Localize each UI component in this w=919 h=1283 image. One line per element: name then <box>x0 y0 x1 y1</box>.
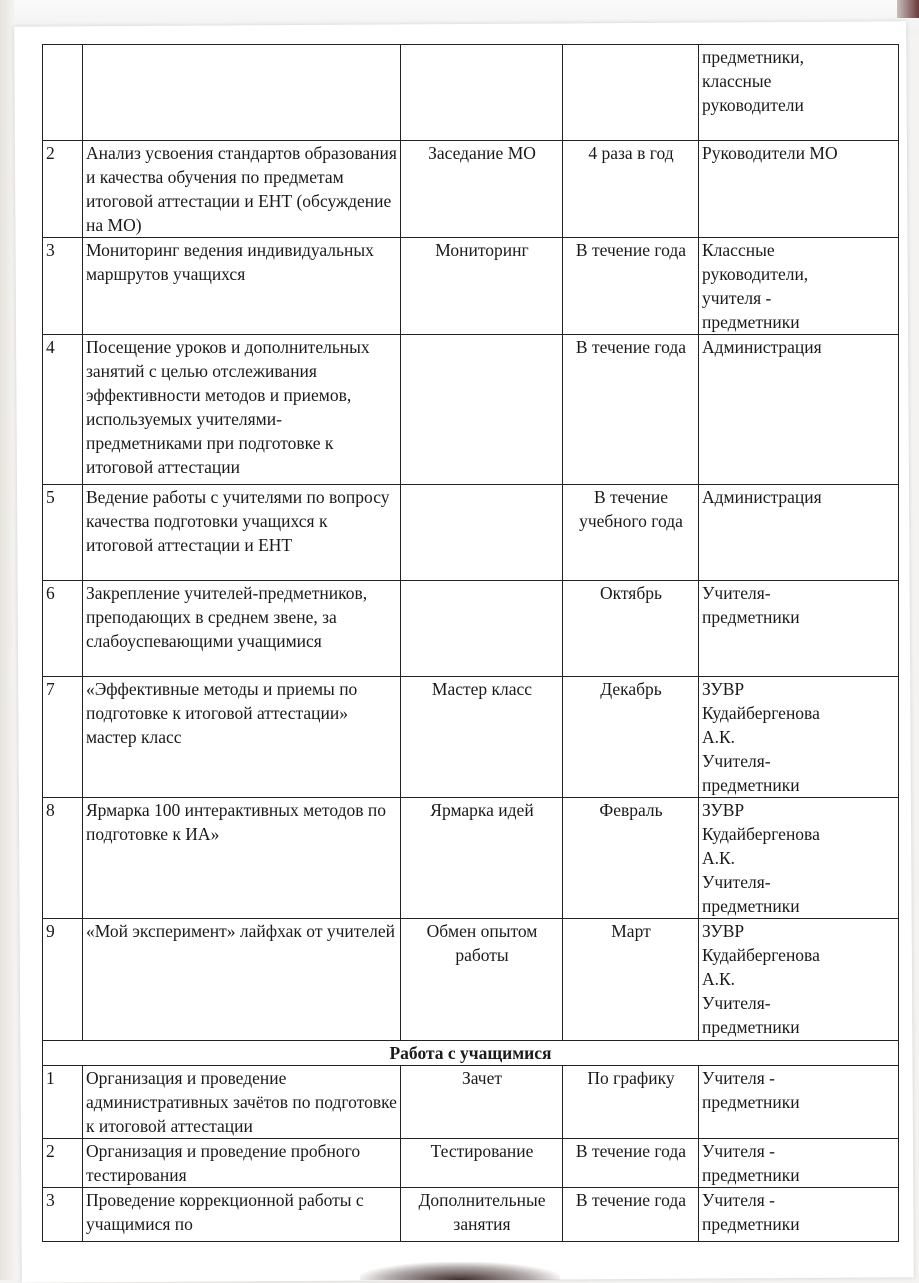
section-title: Работа с учащимися <box>43 1041 899 1066</box>
event-cell: Проведение коррекционной работы с учащимися по <box>83 1188 401 1242</box>
table-row <box>43 1139 899 1188</box>
form-cell: Мастер класс <box>401 677 563 798</box>
form-cell <box>401 581 563 677</box>
plan-table-students-section <box>43 1066 899 1242</box>
event-cell: «Мой эксперимент» лайфхак от учителей <box>83 919 401 1041</box>
responsible-cell: Классные руководители, учителя - предметники <box>699 238 899 335</box>
responsible-cell: ЗУВР Кудайбергенова А.К. Учителя- предметники <box>699 798 899 919</box>
section-header-row <box>43 1041 899 1066</box>
table-row <box>43 1066 899 1139</box>
timing-cell: 4 раза в год <box>563 141 699 238</box>
timing-cell: В течение года <box>563 335 699 485</box>
event-cell: Ярмарка 100 интерактивных методов по подготовке к ИА» <box>83 798 401 919</box>
row-number: 1 <box>43 1066 83 1139</box>
document-page <box>42 44 898 1242</box>
responsible-cell: Учителя- предметники <box>699 581 899 677</box>
responsible-cell: Администрация <box>699 485 899 581</box>
event-cell <box>83 45 401 141</box>
timing-cell: В течение года <box>563 1139 699 1188</box>
row-number: 4 <box>43 335 83 485</box>
form-cell: Тестирование <box>401 1139 563 1188</box>
row-number: 2 <box>43 1139 83 1188</box>
row-number: 3 <box>43 238 83 335</box>
plan-table-teachers-section <box>43 45 899 1041</box>
photo-background-corner <box>897 0 919 18</box>
row-number: 2 <box>43 141 83 238</box>
event-cell: Анализ усвоения стандартов образования и качества обучения по предметам итоговой аттестации и ЕНТ (обсуждение на МО) <box>83 141 401 238</box>
event-cell: Закрепление учителей-предметников, преподающих в среднем звене, за слабоуспевающими учащимися <box>83 581 401 677</box>
event-cell: «Эффективные методы и приемы по подготовке к итоговой аттестации» мастер класс <box>83 677 401 798</box>
row-number: 3 <box>43 1188 83 1242</box>
form-cell <box>401 485 563 581</box>
table-row <box>43 141 899 238</box>
timing-cell: По графику <box>563 1066 699 1139</box>
form-cell: Обмен опытом работы <box>401 919 563 1041</box>
table-row <box>43 335 899 485</box>
responsible-cell: Руководители МО <box>699 141 899 238</box>
row-number: 5 <box>43 485 83 581</box>
form-cell <box>401 335 563 485</box>
row-number <box>43 45 83 141</box>
form-cell: Дополнительные занятия <box>401 1188 563 1242</box>
table-row <box>43 919 899 1041</box>
plan-table <box>42 44 899 1242</box>
row-number: 8 <box>43 798 83 919</box>
table-row <box>43 238 899 335</box>
timing-cell: В течение года <box>563 238 699 335</box>
table-row <box>43 581 899 677</box>
form-cell: Заседание МО <box>401 141 563 238</box>
row-number: 9 <box>43 919 83 1041</box>
table-row <box>43 45 899 141</box>
timing-cell: В течение учебного года <box>563 485 699 581</box>
table-row <box>43 677 899 798</box>
responsible-cell: ЗУВР Кудайбергенова А.К. Учителя- предметники <box>699 677 899 798</box>
event-cell: Организация и проведение пробного тестирования <box>83 1139 401 1188</box>
responsible-cell: ЗУВР Кудайбергенова А.К. Учителя- предметники <box>699 919 899 1041</box>
event-cell: Мониторинг ведения индивидуальных маршрутов учащихся <box>83 238 401 335</box>
timing-cell: Февраль <box>563 798 699 919</box>
responsible-cell: Учителя - предметники <box>699 1139 899 1188</box>
timing-cell: В течение года <box>563 1188 699 1242</box>
form-cell: Ярмарка идей <box>401 798 563 919</box>
event-cell: Организация и проведение административных зачётов по подготовке к итоговой аттестации <box>83 1066 401 1139</box>
table-row <box>43 798 899 919</box>
timing-cell: Декабрь <box>563 677 699 798</box>
table-row <box>43 1188 899 1242</box>
row-number: 7 <box>43 677 83 798</box>
timing-cell: Март <box>563 919 699 1041</box>
section-header-row-group <box>43 1041 899 1066</box>
responsible-cell: Администрация <box>699 335 899 485</box>
form-cell <box>401 45 563 141</box>
event-cell: Посещение уроков и дополнительных занятий с целью отслеживания эффективности методов и приемов, используемых учителями-предметниками при подготовке к итоговой аттестации <box>83 335 401 485</box>
timing-cell: Октябрь <box>563 581 699 677</box>
row-number: 6 <box>43 581 83 677</box>
photo-shadow-bottom <box>360 1262 560 1280</box>
table-row <box>43 485 899 581</box>
responsible-cell: Учителя - предметники <box>699 1066 899 1139</box>
form-cell: Мониторинг <box>401 238 563 335</box>
responsible-cell: Учителя - предметники <box>699 1188 899 1242</box>
responsible-cell: предметники, классные руководители <box>699 45 899 141</box>
event-cell: Ведение работы с учителями по вопросу качества подготовки учащихся к итоговой аттестации и ЕНТ <box>83 485 401 581</box>
photo-background-left-edge <box>0 0 14 1280</box>
timing-cell <box>563 45 699 141</box>
form-cell: Зачет <box>401 1066 563 1139</box>
